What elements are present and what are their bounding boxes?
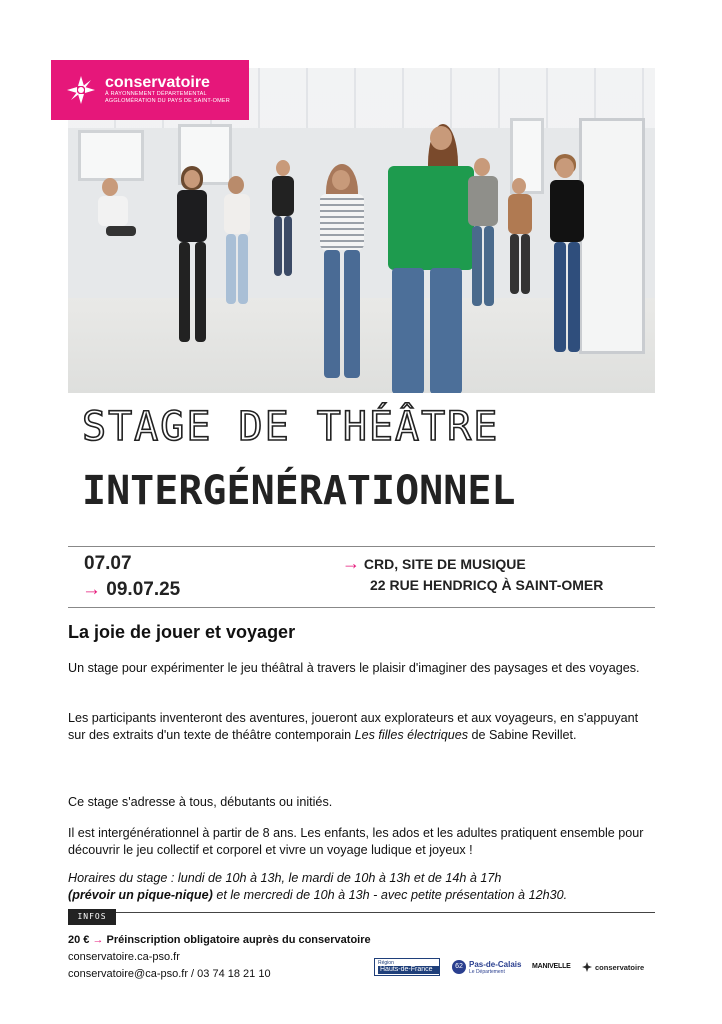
info-price-row	[68, 934, 371, 946]
contact-line[interactable]: conservatoire@ca-pso.fr / 03 74 18 21 10	[68, 968, 271, 980]
logo-brand: conservatoire	[105, 74, 210, 91]
conservatoire-small-icon	[582, 962, 592, 972]
paragraph-3: Ce stage s'adresse à tous, débutants ou initiés.	[68, 795, 333, 809]
logo-sub1: À RAYONNEMENT DÉPARTEMENTAL	[105, 91, 207, 97]
conservatoire-small-logo: conservatoire	[582, 958, 656, 976]
title-line1: STAGE DE THÉÂTRE	[82, 404, 500, 450]
arrow-icon: →	[82, 579, 101, 600]
divider-bottom	[68, 607, 655, 608]
paragraph-4: Il est intergénérationnel à partir de 8 ans. Les enfants, les ados et les adultes pratiquent ensemble pour découvrir le jeu collectif et corporel et vivre un voyage ludique et joyeux !	[68, 826, 644, 857]
arrow-icon: →	[342, 553, 360, 573]
title-line2: INTERGÉNÉRATIONNEL	[82, 468, 516, 514]
location-line2: 22 RUE HENDRICQ À SAINT-OMER	[370, 577, 604, 593]
date-end: 09.07.25	[106, 579, 181, 600]
manivelle-logo: MANIVELLE	[532, 963, 571, 970]
schedule-line1: Horaires du stage : lundi de 10h à 13h, le mardi de 10h à 13h et de 14h à 17h	[68, 871, 502, 885]
arrow-icon: →	[92, 934, 104, 946]
play-title: Les filles électriques	[354, 728, 469, 742]
logo-sub2: AGGLOMÉRATION DU PAYS DE SAINT-OMER	[105, 98, 230, 104]
date-start: 07.07	[84, 553, 132, 574]
pas-de-calais-logo: 62 Pas-de-Calais Le Département	[452, 958, 524, 976]
infos-divider	[68, 912, 655, 913]
section-heading: La joie de jouer et voyager	[68, 622, 296, 642]
infos-tag: INFOS	[68, 909, 116, 925]
price: 20 €	[68, 934, 90, 946]
region-logo: Région Hauts-de-France	[374, 958, 440, 976]
location-line1-row	[342, 553, 526, 574]
location-line1: CRD, SITE DE MUSIQUE	[363, 556, 526, 572]
schedule-line2: (prévoir un pique-nique) et le mercredi de 10h à 13h - avec petite présentation à 12h30.	[68, 888, 568, 902]
paragraph-1: Un stage pour expérimenter le jeu théâtral à travers le plaisir d'imaginer des paysages et des voyages.	[68, 661, 640, 675]
divider-top	[68, 546, 655, 547]
conservatoire-logo	[51, 60, 249, 120]
date-end-row	[82, 579, 180, 601]
website-link[interactable]: conservatoire.ca-pso.fr	[68, 951, 180, 963]
conservatoire-mark-icon	[65, 74, 97, 106]
registration-text: Préinscription obligatoire auprès du conservatoire	[106, 934, 371, 946]
paragraph-2: Les participants inventeront des aventures, joueront aux explorateurs et aux voyageurs, en s'appuyant sur des extraits d'un texte de théâtre contemporain Les filles électriques de Sabine Revillet.	[68, 711, 639, 742]
